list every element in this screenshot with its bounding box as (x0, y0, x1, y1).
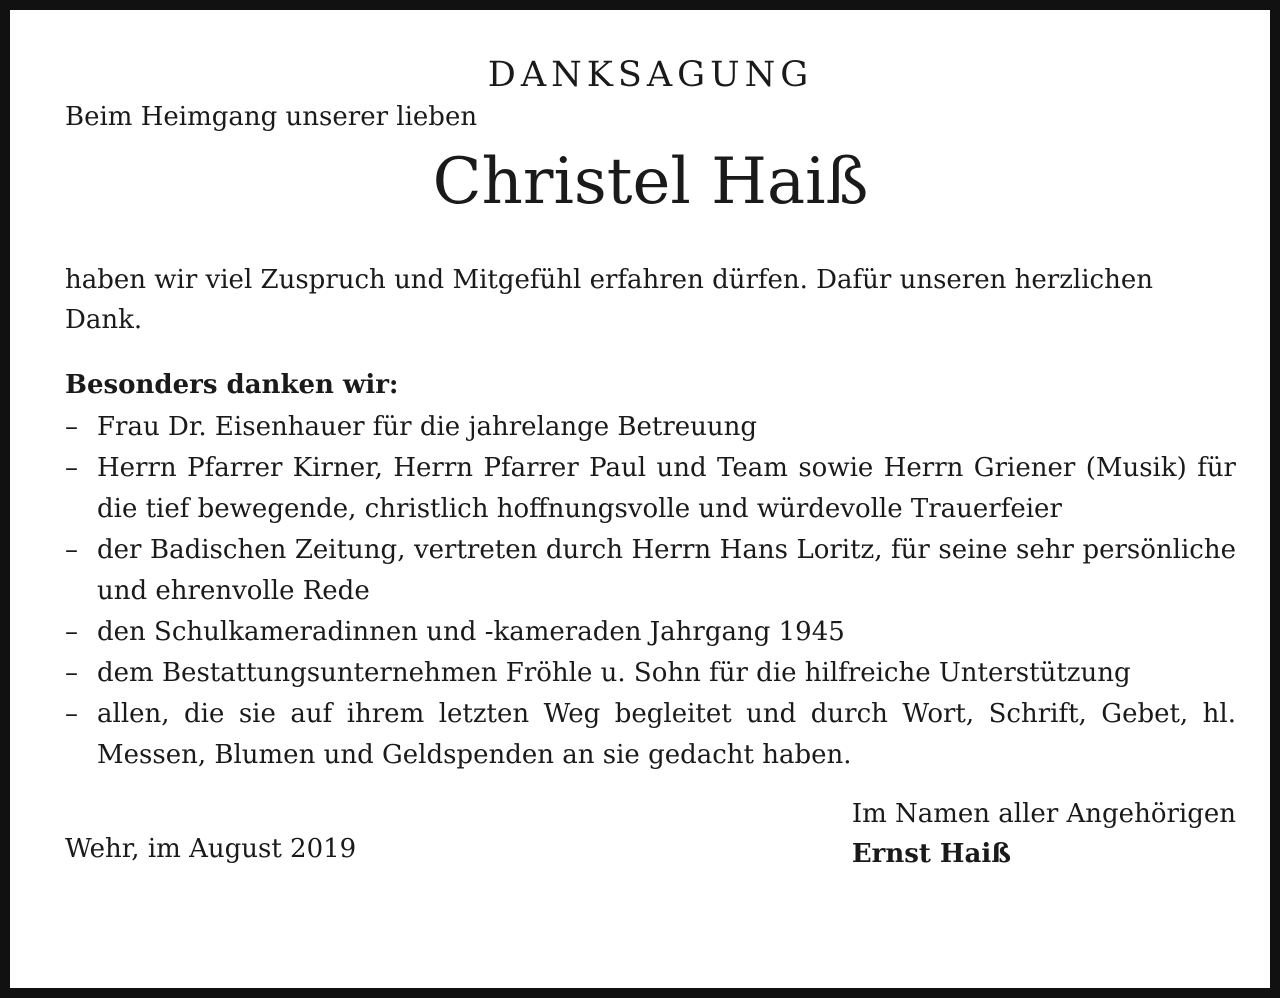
dash-bullet: – (65, 535, 78, 565)
place-date: Wehr, im August 2019 (65, 834, 357, 864)
dash-bullet: – (65, 617, 78, 647)
list-item (65, 530, 1236, 612)
list-item (65, 448, 1236, 530)
thanks-body-text: haben wir viel Zuspruch und Mitgefühl erfahren dürfen. Dafür unseren herzlichen Dank. (65, 265, 1153, 335)
obituary-thanks-notice (65, 50, 1236, 884)
signature-line: Im Namen aller Angehörigen (851, 799, 1236, 829)
list-item (65, 694, 1236, 776)
dash-bullet: – (65, 699, 78, 729)
special-thanks-heading: Besonders danken wir: (65, 370, 399, 400)
list-item (65, 653, 1236, 694)
notice-footer (65, 794, 1236, 884)
list-item-text: Frau Dr. Eisenhauer für die jahrelange Betreuung (97, 412, 758, 442)
list-item-text: Herrn Pfarrer Kirner, Herrn Pfarrer Paul und Team sowie Herrn Griener (Musik) für die tief bewegende, christlich hoffnungsvolle und würdevolle Trauerfeier (97, 453, 1236, 524)
list-item-text: den Schulkameradinnen und -kameraden Jahrgang 1945 (97, 617, 845, 647)
dash-bullet: – (65, 658, 78, 688)
list-item-text: der Badischen Zeitung, vertreten durch Herrn Hans Loritz, für seine sehr persönliche und ehrenvolle Rede (97, 535, 1236, 606)
signature-name: Ernst Haiß (851, 839, 1011, 869)
signature-block (852, 794, 1236, 874)
dash-bullet: – (65, 453, 78, 483)
list-item-text: dem Bestattungsunternehmen Fröhle u. Sohn für die hilfreiche Unterstützung (97, 658, 1131, 688)
list-item-text: allen, die sie auf ihrem letzten Weg begleitet und durch Wort, Schrift, Gebet, hl. Messen, Blumen und Geldspenden an sie gedacht haben. (97, 699, 1236, 770)
list-item (65, 612, 1236, 653)
thanks-list (65, 407, 1236, 776)
deceased-name: Christel Haiß (432, 145, 869, 219)
list-item (65, 407, 1236, 448)
dash-bullet: – (65, 412, 78, 442)
intro-text: Beim Heimgang unserer lieben (65, 102, 478, 132)
notice-heading: DANKSAGUNG (487, 55, 814, 95)
